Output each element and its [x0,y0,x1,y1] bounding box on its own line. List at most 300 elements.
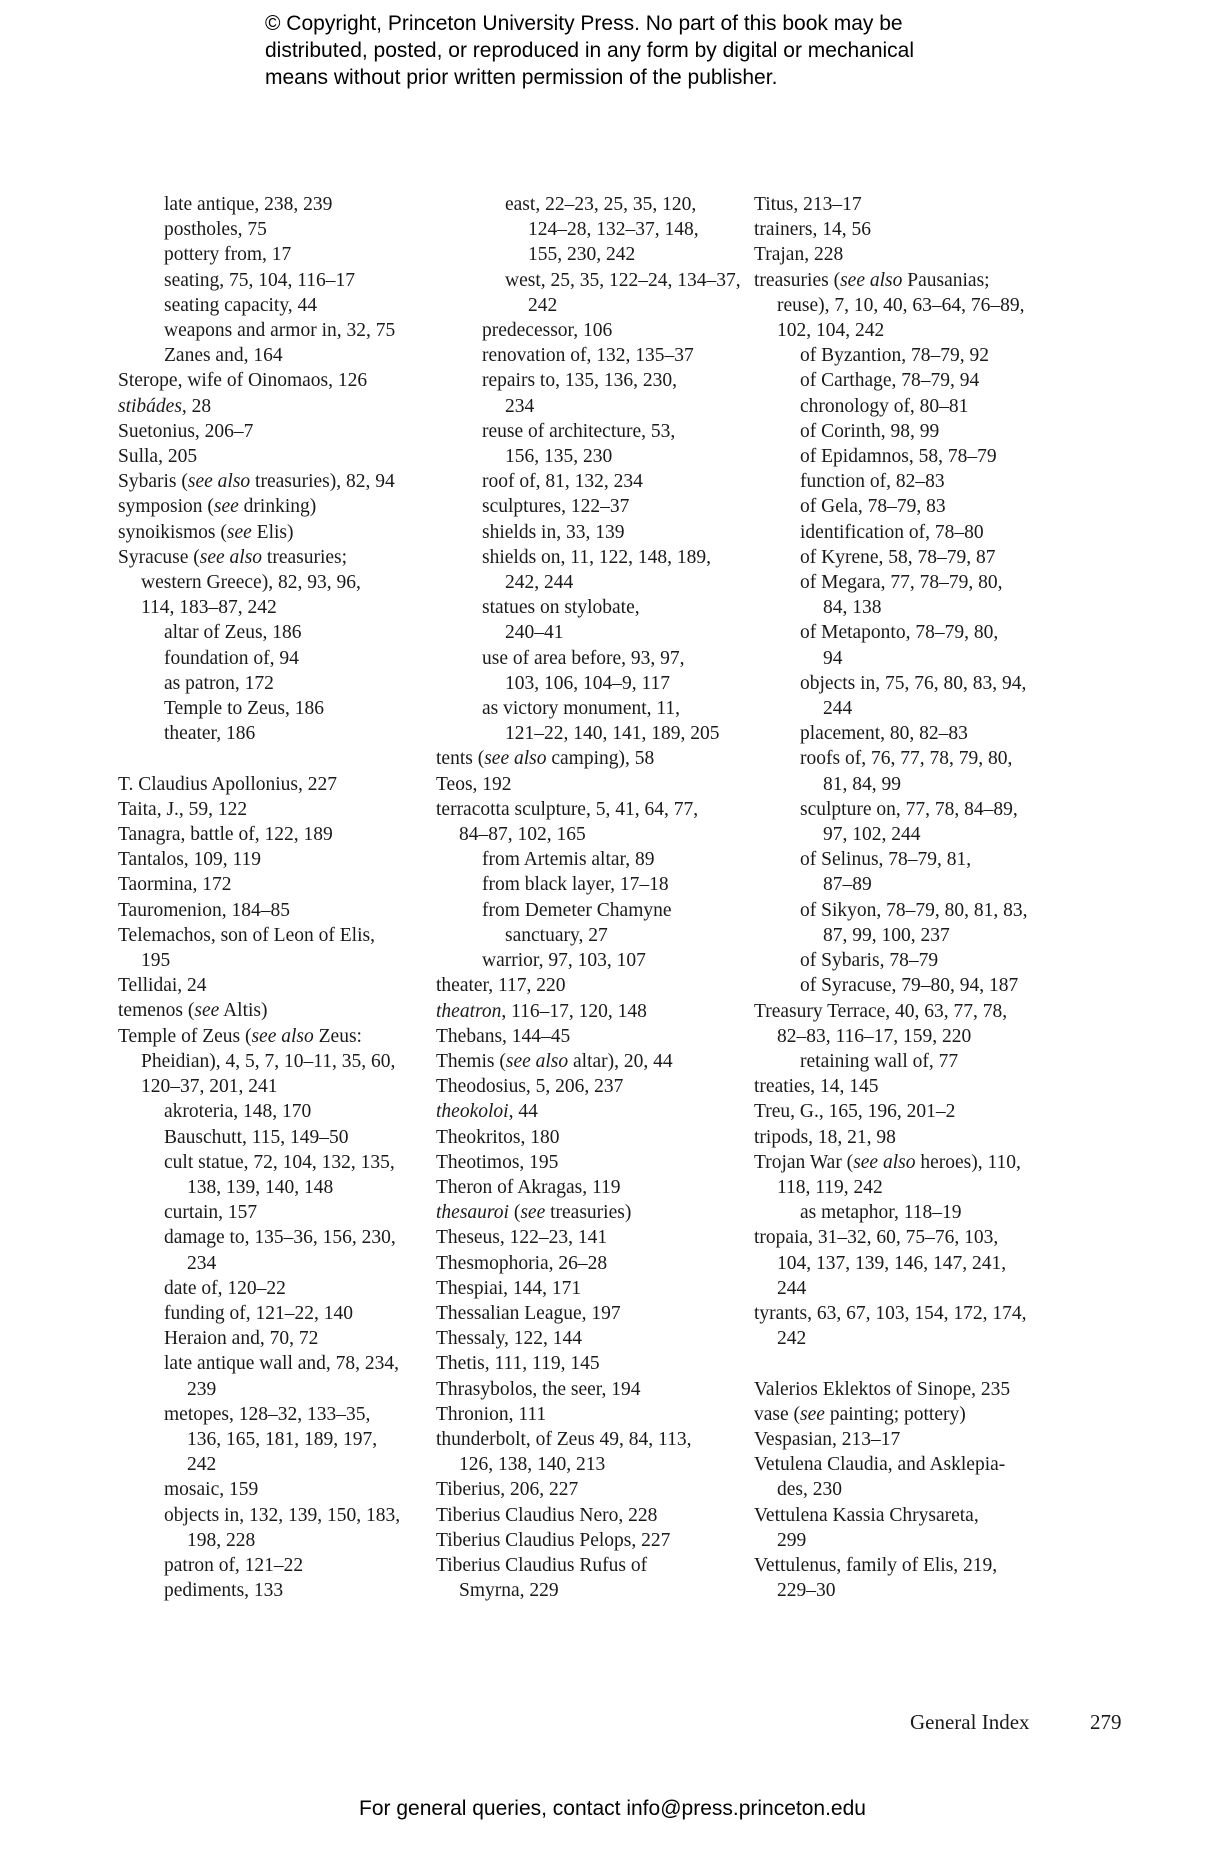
index-entry [118,1477,418,1502]
index-entry-text: Theotimos, 195 [436,1151,559,1173]
index-entry [436,1528,736,1553]
index-entry [754,1024,1054,1049]
index-entry-text: Tiberius Claudius Nero, 228 [436,1504,658,1526]
index-entry-text: theater, 117, 220 [436,975,566,997]
index-entry-text: terracotta sculpture, 5, 41, 64, 77, [436,798,699,820]
index-entry-text: 242 [777,1328,807,1350]
index-entry [754,293,1054,318]
index-entry-italic: see [194,1000,220,1022]
index-entry [436,1553,736,1578]
index-entry [118,1074,418,1099]
index-entry-text: chronology of, 80–81 [800,395,969,417]
index-entry [118,1276,418,1301]
index-entry-text: as patron, 172 [164,672,274,694]
index-entry [754,948,1054,973]
index-entry-text: Thebans, 144–45 [436,1025,571,1047]
index-entry-text: postholes, 75 [164,219,267,241]
index-entry-text: function of, 82–83 [800,471,945,493]
index-entry-text: temenos ( [118,1000,195,1022]
index-entry [436,847,736,872]
index-entry-text: symposion ( [118,496,214,518]
index-entry [436,1074,736,1099]
index-entry-text: Treasury Terrace, 40, 63, 77, 78, [754,1000,1008,1022]
index-entry [754,1427,1054,1452]
index-entry [118,1528,418,1553]
index-entry [436,545,736,570]
index-entry-text: T. Claudius Apollonius, 227 [118,773,338,795]
index-entry [436,721,736,746]
index-entry-text: Temple of Zeus ( [118,1025,252,1047]
index-entry-text: Thessalian League, 197 [436,1302,621,1324]
index-entry [754,671,1054,696]
index-entry [436,343,736,368]
index-entry [118,1553,418,1578]
index-entry [436,948,736,973]
index-entry-italic: see also [484,748,547,770]
index-entry-text: Taita, J., 59, 122 [118,798,248,820]
index-entry-text: identification of, 78–80 [800,521,984,543]
index-entry [754,242,1054,267]
index-entry [754,923,1054,948]
index-entry [436,368,736,393]
index-entry-text: Elis) [251,521,294,543]
index-entry [754,419,1054,444]
index-entry [118,646,418,671]
index-entry-text: funding of, 121–22, 140 [164,1302,354,1324]
index-entry [118,1225,418,1250]
index-entry-text: 155, 230, 242 [528,244,636,266]
index-entry [436,217,736,242]
index-entry-text: ( [508,1202,521,1224]
index-entry-text: 242 [528,294,558,316]
index-entry [436,520,736,545]
index-entry [118,671,418,696]
index-entry [754,973,1054,998]
index-entry [436,1377,736,1402]
index-entry [754,595,1054,620]
index-entry [118,368,418,393]
index-entry-text: Thesmophoria, 26–28 [436,1252,608,1274]
index-entry [754,444,1054,469]
index-entry [436,1175,736,1200]
index-entry-text: 244 [777,1277,807,1299]
index-entry [118,1175,418,1200]
index-entry [118,1200,418,1225]
index-entry [118,696,418,721]
index-entry [754,999,1054,1024]
index-entry [118,1024,418,1049]
index-entry-text: Tiberius Claudius Rufus of [436,1554,648,1576]
index-entry-text: Vetulena Claudia, and Asklepia- [754,1454,1006,1476]
index-entry-text: Thrasybolos, the seer, 194 [436,1378,641,1400]
index-entry-text: 84–87, 102, 165 [459,824,586,846]
index-entry [118,520,418,545]
index-entry-text: of Sybaris, 78–79 [800,950,939,972]
index-entry [754,318,1054,343]
index-entry-text: sculpture on, 77, 78, 84–89, [800,798,1018,820]
index-entry [436,1326,736,1351]
index-entry [754,872,1054,897]
index-entry-text: repairs to, 135, 136, 230, [482,370,677,392]
index-entry-text: of Kyrene, 58, 78–79, 87 [800,546,996,568]
index-entry-text: from black layer, 17–18 [482,874,669,896]
index-entry-text: Suetonius, 206–7 [118,420,254,442]
index-entry-text: as metaphor, 118–19 [800,1202,962,1224]
index-entry-text: of Gela, 78–79, 83 [800,496,946,518]
index-entry [436,242,736,267]
index-entry [436,772,736,797]
index-entry [118,948,418,973]
index-entry-text: statues on stylobate, [482,597,640,619]
index-entry [436,696,736,721]
index-entry-text: late antique wall and, 78, 234, [164,1353,400,1375]
index-entry [436,1402,736,1427]
index-entry-text: treasuries ( [754,269,841,291]
index-entry-text: Tellidai, 24 [118,975,207,997]
index-entry [754,696,1054,721]
index-entry-text: tripods, 18, 21, 98 [754,1126,896,1148]
index-entry-italic: see [213,496,239,518]
index-entry-text: 87, 99, 100, 237 [823,924,950,946]
index-entry [754,847,1054,872]
index-entry [754,368,1054,393]
index-entry [436,1427,736,1452]
index-entry [118,1251,418,1276]
index-entry [436,1301,736,1326]
index-entry-italic: see also [853,1151,916,1173]
index-entry [118,343,418,368]
index-entry-text: placement, 80, 82–83 [800,723,968,745]
index-entry-italic: see [800,1403,825,1425]
index-entry [436,192,736,217]
copyright-notice [265,10,1025,91]
index-entry [754,1402,1054,1427]
index-entry-text: shields in, 33, 139 [482,521,625,543]
index-entry-text: foundation of, 94 [164,647,299,669]
index-entry [754,772,1054,797]
index-entry-text: 104, 137, 139, 146, 147, 241, [777,1252,1007,1274]
index-entry-text: Vettulena Kassia Chrysareta, [754,1504,979,1526]
index-entry-text: theater, 186 [164,723,256,745]
index-entry [118,494,418,519]
index-entry-text: Smyrna, 229 [459,1580,559,1602]
index-entry-text: cult statue, 72, 104, 132, 135, [164,1151,395,1173]
index-entry-text: metopes, 128–32, 133–35, [164,1403,371,1425]
index-entry-text: 229–30 [777,1580,836,1602]
index-entry-text: 234 [505,395,535,417]
index-entry-text: des, 230 [777,1479,842,1501]
index-entry [754,520,1054,545]
index-entry [118,1326,418,1351]
index-entry [118,797,418,822]
index-entry [754,1200,1054,1225]
index-entry-text: Valerios Eklektos of Sinope, 235 [754,1378,1011,1400]
index-entry-text: warrior, 97, 103, 107 [482,950,646,972]
index-entry [754,1099,1054,1124]
index-entry-text: Themis ( [436,1050,506,1072]
index-entry [754,721,1054,746]
index-entry-text: as victory monument, 11, [482,698,681,720]
index-entry-text: Tauromenion, 184–85 [118,899,290,921]
index-entry-italic: thesauroi [436,1202,509,1224]
index-entry-text: , 44 [508,1101,538,1123]
index-entry [118,570,418,595]
index-entry [118,898,418,923]
copyright-line: distributed, posted, or reproduced in any form by digital or mechanical [265,39,915,62]
index-entry [118,318,418,343]
index-entry [754,494,1054,519]
index-entry-text: painting; pottery) [824,1403,966,1425]
index-entry-text: Pheidian), 4, 5, 7, 10–11, 35, 60, [141,1050,396,1072]
index-entry-text: 156, 135, 230 [505,446,613,468]
index-entry [754,570,1054,595]
index-entry-text: 84, 138 [823,597,882,619]
index-entry-text: 126, 138, 140, 213 [459,1454,606,1476]
index-entry-text: of Selinus, 78–79, 81, [800,849,972,871]
index-entry-text: treasuries), 82, 94 [250,471,395,493]
index-entry-text: of Epidamnos, 58, 78–79 [800,446,997,468]
index-entry-text: Teos, 192 [436,773,512,795]
index-entry-text: Temple to Zeus, 186 [164,698,325,720]
index-entry [118,1377,418,1402]
index-entry-text: seating capacity, 44 [164,294,318,316]
index-entry-text: tropaia, 31–32, 60, 75–76, 103, [754,1227,999,1249]
index-entry-text: weapons and armor in, 32, 75 [164,320,396,342]
index-entry-text: , 116–17, 120, 148 [501,1000,647,1022]
index-entry [436,1452,736,1477]
index-entry-text: Theokritos, 180 [436,1126,560,1148]
index-entry [118,1427,418,1452]
index-entry [754,898,1054,923]
index-entry [754,1477,1054,1502]
index-entry-italic: see [520,1202,546,1224]
index-entry [436,1351,736,1376]
index-entry-text: 81, 84, 99 [823,773,901,795]
index-entry [118,998,418,1023]
index-entry-text: objects in, 75, 76, 80, 83, 94, [800,672,1027,694]
index-entry-text: Bauschutt, 115, 149–50 [164,1126,349,1148]
index-entry-text: of Syracuse, 79–80, 94, 187 [800,975,1019,997]
index-entry [436,1251,736,1276]
index-entry [754,797,1054,822]
index-entry [754,545,1054,570]
index-entry-text: treasuries; [262,546,348,568]
index-entry-text: objects in, 132, 139, 150, 183, [164,1504,401,1526]
index-entry-text: akroteria, 148, 170 [164,1101,312,1123]
index-entry-text: heroes), 110, [915,1151,1021,1173]
index-entry-text: vase ( [754,1403,801,1425]
index-entry-text: 195 [141,950,171,972]
index-entry [754,469,1054,494]
index-entry-text: curtain, 157 [164,1202,258,1224]
index-entry-text: from Artemis altar, 89 [482,849,655,871]
index-entry-text: of Metaponto, 78–79, 80, [800,622,999,644]
index-entry-text: Theseus, 122–23, 141 [436,1227,608,1249]
index-entry [754,1049,1054,1074]
index-entry-text: Trojan War ( [754,1151,854,1173]
index-entry [436,1578,736,1603]
index-entry-text: Tantalos, 109, 119 [118,849,262,871]
index-entry [436,797,736,822]
index-entry [436,999,736,1024]
index-entry [118,1452,418,1477]
index-entry-italic: see [226,521,252,543]
index-entry [754,1578,1054,1603]
running-title: General Index [910,1710,1030,1734]
index-entry-text: Theodosius, 5, 206, 237 [436,1076,624,1098]
index-entry-text: from Demeter Chamyne [482,899,672,921]
index-entry-text: 244 [823,698,853,720]
index-entry-text: predecessor, 106 [482,320,613,342]
index-entry-text: 299 [777,1529,807,1551]
index-entry-text: Vettulenus, family of Elis, 219, [754,1554,998,1576]
index-entry [118,192,418,217]
index-entry [436,595,736,620]
index-entry-text: 114, 183–87, 242 [141,597,277,619]
index-entry [754,1276,1054,1301]
index-entry-text: trainers, 14, 56 [754,219,871,241]
index-entry [754,192,1054,217]
index-entry [118,847,418,872]
index-entry-italic: see also [251,1025,314,1047]
index-entry-text: 103, 106, 104–9, 117 [505,672,671,694]
index-entry-text: late antique, 238, 239 [164,194,333,215]
index-entry-text: Trajan, 228 [754,244,844,266]
index-entry-text: pediments, 133 [164,1580,284,1602]
index-entry [754,1452,1054,1477]
index-entry [754,822,1054,847]
index-entry-text: Tiberius Claudius Pelops, 227 [436,1529,671,1551]
index-entry [436,293,736,318]
index-entry-text: 87–89 [823,874,872,896]
index-entry-text: roof of, 81, 132, 234 [482,471,643,493]
index-column-3 [754,192,1054,1603]
index-entry [436,1477,736,1502]
index-entry-text: patron of, 121–22 [164,1554,304,1576]
index-entry-text: Thessaly, 122, 144 [436,1328,583,1350]
index-entry [436,494,736,519]
index-entry-text: use of area before, 93, 97, [482,647,685,669]
index-entry-text: tyrants, 63, 67, 103, 154, 172, 174, [754,1302,1027,1324]
index-entry-text: Telemachos, son of Leon of Elis, [118,924,375,946]
index-entry-text: sanctuary, 27 [505,924,608,946]
index-entry [754,1175,1054,1200]
index-entry [436,1125,736,1150]
index-entry [436,268,741,293]
index-entry [118,242,418,267]
index-entry-text: reuse of architecture, 53, [482,420,676,442]
index-entry [118,746,418,771]
index-entry [118,268,418,293]
index-entry-text: east, 22–23, 25, 35, 120, [505,194,697,215]
index-entry [436,318,736,343]
index-entry-text: renovation of, 132, 135–37 [482,345,694,367]
index-entry [754,1251,1054,1276]
index-entry [118,721,418,746]
index-entry [436,671,736,696]
index-entry-italic: see also [840,269,903,291]
index-entry [436,1225,736,1250]
index-entry [436,973,736,998]
index-entry [118,923,418,948]
index-entry [436,620,736,645]
index-entry [754,268,1054,293]
index-entry-text: 239 [187,1378,217,1400]
index-entry-text: 102, 104, 242 [777,320,885,342]
index-entry [436,1503,736,1528]
index-entry-text: thunderbolt, of Zeus 49, 84, 113, [436,1428,692,1450]
index-entry [118,620,418,645]
index-entry [436,419,736,444]
index-entry [436,1276,736,1301]
index-entry [436,1024,736,1049]
page-number: 279 [1090,1710,1122,1734]
index-entry [436,923,736,948]
index-entry-text: 97, 102, 244 [823,824,921,846]
index-entry [118,772,418,797]
index-entry-italic: theokoloi [436,1101,509,1123]
index-entry-text: 234 [187,1252,217,1274]
index-entry [754,1377,1054,1402]
index-entry-text: 138, 139, 140, 148 [187,1176,334,1198]
index-entry-text: Heraion and, 70, 72 [164,1328,319,1350]
index-entry-text: tents ( [436,748,485,770]
index-entry [118,217,418,242]
index-entry-italic: theatron [436,1000,502,1022]
index-entry-text: Taormina, 172 [118,874,232,896]
index-entry-text: camping), 58 [546,748,655,770]
index-entry-text: seating, 75, 104, 116–17 [164,269,356,291]
index-entry [754,1125,1054,1150]
index-entry [754,1225,1054,1250]
index-entry-text: Sulla, 205 [118,446,198,468]
index-entry [754,394,1054,419]
index-entry [118,419,418,444]
index-entry-text: of Megara, 77, 78–79, 80, [800,572,1003,594]
index-entry-text: retaining wall of, 77 [800,1050,959,1072]
index-entry-italic: stibádes [118,395,182,417]
index-entry [436,1049,736,1074]
index-column-2 [436,192,741,1603]
index-entry-text: pottery from, 17 [164,244,292,266]
index-entry-text: Treu, G., 165, 196, 201–2 [754,1101,956,1123]
index-entry [118,822,418,847]
index-entry [118,872,418,897]
index-entry-text: Thetis, 111, 119, 145 [436,1353,600,1375]
index-entry-text: altar of Zeus, 186 [164,622,302,644]
index-entry [118,1503,418,1528]
index-entry-text: Thronion, 111 [436,1403,547,1425]
index-entry-text: Zanes and, 164 [164,345,283,367]
index-entry-text: , 28 [181,395,212,417]
index-entry [118,469,418,494]
index-entry-text: western Greece), 82, 93, 96, [141,572,361,594]
index-entry [754,1553,1054,1578]
index-entry-text: 120–37, 201, 241 [141,1076,278,1098]
index-entry-text: Syracuse ( [118,546,200,568]
index-entry [118,1578,418,1603]
index-entry-text: treaties, 14, 145 [754,1076,879,1098]
index-entry [118,1351,418,1376]
index-entry-text: Theron of Akragas, 119 [436,1176,621,1198]
index-entry [754,343,1054,368]
index-entry-text: Tanagra, battle of, 122, 189 [118,824,333,846]
index-entry [754,746,1054,771]
index-entry [436,822,736,847]
index-entry [118,595,418,620]
index-entry-text: drinking) [238,496,317,518]
index-entry [436,1099,736,1124]
